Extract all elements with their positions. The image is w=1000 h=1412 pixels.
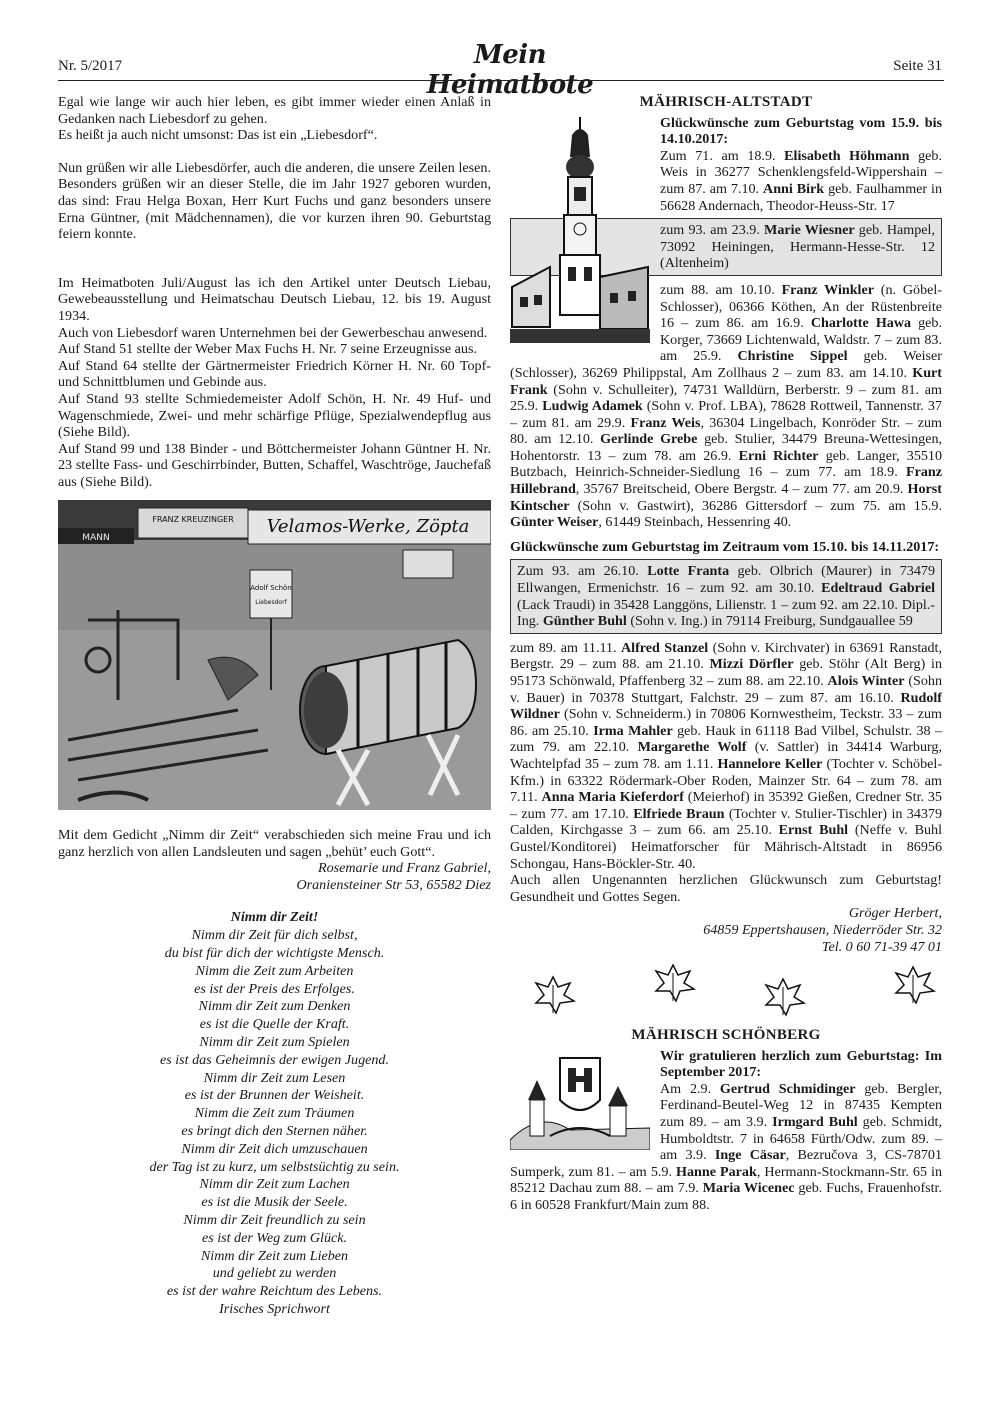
person-name: Lotte Franta xyxy=(647,563,730,580)
poem-line: Nimm dir Zeit zum Lesen xyxy=(203,1069,346,1086)
poem-line: Nimm dir Zeit zum Spielen xyxy=(199,1034,350,1051)
paragraph: Im Heimatboten Juli/August las ich den Artikel unter Deutsch Liebau, Gewebeausstellung und Heimatschau Deutsch Liebau, 12. bis 19. August 1934. xyxy=(58,274,491,324)
poem-line: es ist der wahre Reichtum des Lebens. xyxy=(166,1283,383,1300)
sign-kreuzinger: FRANZ KREUZINGER xyxy=(152,515,234,525)
person-name: Günther Buhl xyxy=(542,613,627,630)
birthday-list: Am 2.9. Gertrud Schmidinger geb. Bergler, Ferdinand-Beutel-Weg 12 in 87435 Kempten zum 89. – am 3.9. Irmgard Buhl geb. Schmidt, Humboldtstr. 7 in 64658 Fürth/Odw. zum 89. – am 3.9. Inge Cäsar, Bezručova 3, CS-78701 Sumperk, zum 81. – am 5.9. Hanne Parak, Hermann-Stockmann-Str. 65 in 85212 Dachau zum 88. – am 7.9. Maria Wicenec geb. Fuchs, Frauenhofstr. 6 in 60528 Frankfurt/Main zum 88. xyxy=(510,1080,943,1214)
person-name: Franz Weis xyxy=(630,414,701,431)
poem-lines xyxy=(58,927,491,1301)
person-name: Charlotte Hawa xyxy=(810,315,912,332)
poem-line: Nimm dir Zeit freundlich zu sein xyxy=(183,1211,366,1228)
person-name: Rudolf Wildner xyxy=(510,689,942,723)
person-name: Elisabeth Höhmann xyxy=(784,147,910,164)
poem-line: es ist das Geheimnis der ewigen Jugend. xyxy=(160,1051,389,1068)
person-name: Franz Winkler xyxy=(781,281,874,298)
person-name: Franz Hillebrand xyxy=(510,464,942,498)
paragraph: Auf Stand 64 stellte der Gärtnermeister Friedrich Körner H. Nr. 60 Topf- und Schnittblumen und Gebinde aus. xyxy=(58,357,491,391)
section-title-maehrisch-schoenberg: MÄHRISCH SCHÖNBERG xyxy=(631,1027,821,1044)
person-name: Hanne Parak xyxy=(676,1163,757,1180)
town-coat-of-arms-illustration xyxy=(510,1050,650,1150)
sign-adolf-schoen: Adolf Schön xyxy=(250,584,292,593)
right-column xyxy=(510,94,942,1214)
person-name: Gerlinde Grebe xyxy=(600,431,698,448)
birthday-list: Zum 71. am 18.9. Elisabeth Höhmann geb. Weis in 36277 Schenklengsfeld-Wippershain – zum 87. am 7.10. Anni Birk geb. Faulhammer in 56628 Andernach, Theodor-Heuss-Str. 17 xyxy=(660,147,942,214)
poem-line: Nimm dir Zeit zum Lachen xyxy=(199,1176,350,1193)
person-name: Irmgard Buhl xyxy=(772,1114,858,1131)
author-signature: Rosemarie und Franz Gabriel, xyxy=(317,860,491,877)
poem-line: es ist der Preis des Erfolges. xyxy=(194,980,355,997)
section-subtitle: Glückwünsche zum Geburtstag vom 15.9. bis 14.10.2017: xyxy=(660,114,942,148)
sign-mann: MANN xyxy=(82,533,110,544)
paragraph: Auf Stand 51 stellte der Weber Max Fuchs H. Nr. 7 seine Erzeugnisse aus. xyxy=(58,341,477,358)
poem-line: es ist der Weg zum Glück. xyxy=(201,1229,348,1246)
church-tower-illustration xyxy=(510,117,650,345)
birthday-list: zum 89. am 11.11. Alfred Stanzel (Sohn v. Kirchvater) in 63691 Ranstadt, Bergstr. 29 – zum 88. am 21.10. Mizzi Dörfler geb. Stöhr (Alt Berg) in 95173 Schönwald, Pfaffenberg 32 – zum 88. am 22.10. Alois Winter (Sohn v. Bauer) in 70378 Stuttgart, Falchstr. 29 – zum 87. am 16.10. Rudolf Wildner (Sohn v. Schneiderm.) in 70806 Kornwestheim, Teckstr. 33 – zum 86. am 25.10. Irma Mahler geb. Hauk in 61118 Bad Vilbel, Schulstr. 38 – zum 79. am 22.10. Margarethe Wolf (v. Sattler) in 34414 Warburg, Wachtelpfad 35 – zum 78. am 1.11. Hannelore Keller (Tochter v. Schöbel-Kfm.) in 63322 Rödermark-Ober Roden, Mainzer Str. 64 – zum 78. am 7.11. Anna Maria Kieferdorf (Meierhof) in 35392 Gießen, Credner Str. 35 – zum 77. am 17.10. Elfriede Braun (Tochter v. Stulier-Tischler) in 34379 Calden, Kirchgasse 3 – zum 66. am 25.10. Ernst Buhl (Neffe v. Buhl Gustel/Konditorei) Heimatforscher für Mährisch-Altstadt in 86956 Schongau, Hans-Böckler-Str. 40. xyxy=(510,639,943,872)
person-name: Horst Kintscher xyxy=(510,481,942,514)
person-name: Marie Wiesner xyxy=(764,222,855,239)
person-name: Kurt Frank xyxy=(510,364,942,398)
poem-line: der Tag ist zu kurz, um selbstsüchtig zu sein. xyxy=(149,1158,400,1175)
person-name: Maria Wicenec xyxy=(702,1180,795,1197)
poem-title: Nimm dir Zeit! xyxy=(230,909,319,926)
person-name: Elfriede Braun xyxy=(633,805,725,822)
page-number: Seite 31 xyxy=(893,58,942,74)
highlight-box: Zum 93. am 26.10. Lotte Franta geb. Olbrich (Maurer) in 73479 Ellwangen, Ermenichstr. 16 – zum 92. am 30.10. Edeltraud Gabriel (Lack Traudi) in 35428 Langgöns, Lilienstr. 1 – zum 92. am 22.10. Dipl.-Ing. Günther Buhl (Sohn v. Ing.) in 79114 Freiburg, Sundgauallee 59 xyxy=(510,559,942,633)
poem-line: und geliebt zu werden xyxy=(212,1265,337,1282)
highlight-box: zum 93. am 23.9. Marie Wiesner geb. Hampel, 73092 Heiningen, Hermann-Hesse-Str. 12 (Altenheim) xyxy=(510,218,942,276)
author-address: Oranienstеiner Str 53, 65582 Diez xyxy=(296,876,491,893)
person-name: Mizzi Dörfler xyxy=(709,656,794,673)
leaf-ornaments xyxy=(510,963,942,1021)
paragraph: Auf Stand 93 stellte Schmiedemeister Adolf Schön, H. Nr. 49 Huf- und Wagenschmiede, Zwei- und mehr schärfige Pflüge, Spezialwendepflug aus (Siehe Bild). xyxy=(58,390,491,441)
author-signature: Gröger Herbert, xyxy=(848,905,942,922)
poem-line: es ist der Brunnen der Weisheit. xyxy=(184,1087,365,1104)
person-name: Gertrud Schmidinger xyxy=(719,1080,856,1097)
person-name: Christine Sippel xyxy=(737,348,848,365)
sign-liebesdorf: Liebesdorf xyxy=(255,599,287,607)
person-name: Inge Cäsar xyxy=(714,1147,786,1164)
section-subtitle: Wir gratulieren herzlich zum Geburtstag: Im September 2017: xyxy=(660,1047,942,1081)
poem-line: Nimm die Zeit zum Träumen xyxy=(194,1105,355,1122)
person-name: Margarethe Wolf xyxy=(637,739,747,756)
poem-line: Nimm dir Zeit dich umzuschauen xyxy=(181,1140,368,1157)
poem-line: es ist die Musik der Seele. xyxy=(201,1194,348,1211)
poem-line: Nimm dir Zeit zum Denken xyxy=(198,998,351,1015)
person-name: Alfred Stanzel xyxy=(620,639,709,656)
paragraph: Auch von Liebesdorf waren Unternehmen bei der Gewerbeschau anwesend. xyxy=(58,324,488,341)
leaf-icon xyxy=(530,975,576,1015)
section-subtitle: Glückwünsche zum Geburtstag im Zeitraum vom 15.10. bis 14.11.2017: xyxy=(510,538,940,555)
person-name: Anni Birk xyxy=(763,180,825,197)
poem-line: Nimm die Zeit zum Arbeiten xyxy=(195,962,354,979)
poem-line: es bringt dich den Sternen näher. xyxy=(181,1123,368,1139)
leaf-icon xyxy=(890,965,936,1005)
exhibition-photo xyxy=(58,500,491,810)
header-rule xyxy=(58,80,944,81)
author-phone: Tel. 0 60 71-39 47 01 xyxy=(821,938,942,955)
author-address: 64859 Eppertshausen, Niederröder Str. 32 xyxy=(703,921,942,938)
paragraph: Nun grüßen wir alle Liebesdörfer, auch die anderen, die unsere Zeilen lesen. Besonders grüßen wir an dieser Stelle, die im Jahr 1927 geboren wurden, das sind: Frau Helga Boxan, Herr Kurt Fuchs und ganz besonders unsere Erna Güntner, (mit Mädchennamen), die vor kurzen ihren 90. Geburtstag feiern konnte. xyxy=(58,159,491,243)
birthday-list: zum 88. am 10.10. Franz Winkler (n. Göbel-Schlosser), 06366 Köthen, An der Rüstenbreite 16 – zum 86. am 16.9. Charlotte Hawa geb. Korger, 73669 Lichtenwald, Waldstr. 7 – zum 83. am 25.9. Christine Sippel geb. Weiser (Schlosser), 36269 Philippstal, Am Zollhaus 2 – zum 83. am 14.10. Kurt Frank (Sohn v. Schulleiter), 74731 Walldürn, Berberstr. 9 – zum 81. am 25.9. Ludwig Adamek (Sohn v. Prof. LBA), 78628 Rottweil, Tannenstr. 37 – zum 81. am 29.9. Franz Weis, 36304 Lingelbach, Konröder Str. – zum 80. am 12.10. Gerlinde Grebe geb. Stulier, 34479 Breuna-Wettesingen, Hohentorstr. 13 – zum 78. am 26.9. Erni Richter geb. Langer, 35510 Butzbach, Heinrich-Schneider-Siedlung 16 – zum 77. am 18.9. Franz Hillebrand, 35767 Breitscheid, Obere Bergstr. 4 – zum 77. am 20.9. Horst Kintscher (Sohn v. Gastwirt), 36286 Gittersdorf – zum 75. am 15.9. Günter Weiser, 61449 Steinbach, Hessenring 40. xyxy=(510,281,943,531)
poem-line: du bist für dich der wichtigste Mensch. xyxy=(164,945,385,962)
paragraph: Auf Stand 99 und 138 Binder - und Böttchermeister Johann Güntner H. Nr. 23 stellte Fass- und Geschirrbinder, Butten, Schaffel, Waschtröge, Jauchefaß aus (Siehe Bild). xyxy=(58,440,491,490)
left-column xyxy=(58,94,491,1319)
poem-line: Nimm dir Zeit zum Lieben xyxy=(200,1247,349,1264)
poem xyxy=(58,909,491,1318)
issue-number: Nr. 5/2017 xyxy=(58,58,123,74)
poem-line: Nimm dir Zeit für dich selbst, xyxy=(191,927,358,944)
paragraph: Egal wie lange wir auch hier leben, es gibt immer wieder einen Anlaß in Gedanken nach Liebesdorf zu gehen. xyxy=(58,94,491,127)
person-name: Günter Weiser xyxy=(510,514,599,531)
person-name: Hannelore Keller xyxy=(717,755,823,772)
person-name: Alois Winter xyxy=(827,673,905,689)
poem-source: Irisches Sprichwort xyxy=(219,1300,330,1317)
section-title-maehrisch-altstadt: MÄHRISCH-ALTSTADT xyxy=(639,94,813,110)
sign-velamos: Velamos-Werke, Zöpta xyxy=(266,516,470,538)
closing-paragraph: Mit dem Gedicht „Nimm dir Zeit“ verabschieden sich meine Frau und ich ganz herzlich von allen Landsleuten und sagen „behüt’ euch Gott“. xyxy=(58,827,491,860)
masthead-logo: Mein Heimatbote xyxy=(426,40,594,100)
person-name: Ludwig Adamek xyxy=(542,398,643,415)
person-name: Irma Mahler xyxy=(593,722,673,739)
poem-line: es ist die Quelle der Kraft. xyxy=(199,1016,350,1033)
person-name: Ernst Buhl xyxy=(778,822,849,839)
closing-wish: Auch allen Ungenannten herzlichen Glückwunsch zum Geburtstag! Gesundheit und Gottes Segen. xyxy=(510,872,942,905)
person-name: Erni Richter xyxy=(738,447,819,464)
person-name: Edeltraud Gabriel xyxy=(821,580,935,597)
paragraph: Es heißt ja auch nicht umsonst: Das ist ein „Liebesdorf“. xyxy=(58,127,378,144)
leaf-icon xyxy=(650,963,696,1003)
leaf-icon xyxy=(760,977,806,1017)
person-name: Anna Maria Kieferdorf xyxy=(541,789,684,806)
